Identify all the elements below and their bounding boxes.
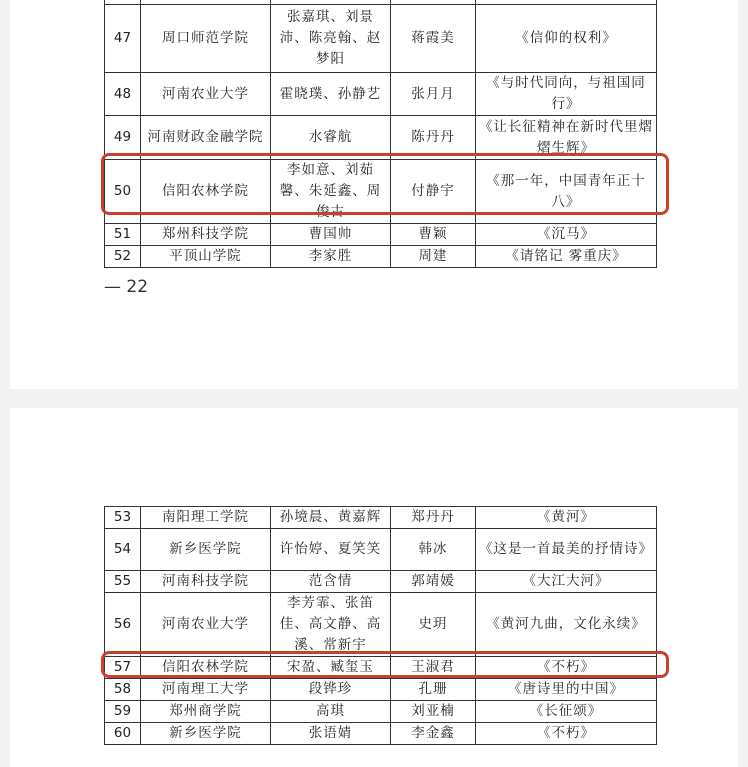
- teacher-cell: 张月月: [391, 73, 476, 116]
- work-cell: 《长征颂》: [476, 701, 657, 723]
- work-cell: 《不朽》: [476, 723, 657, 745]
- work-cell: 《那一年，中国青年正十八》: [476, 160, 657, 224]
- school-cell: 郑州科技学院: [141, 224, 271, 246]
- table-row: [105, 657, 657, 679]
- school-cell: 河南科技学院: [141, 571, 271, 593]
- authors-cell: 段铧珍: [271, 679, 391, 701]
- document-page-1: [10, 0, 738, 389]
- row-number: 56: [105, 593, 141, 657]
- authors-cell: 范含情: [271, 571, 391, 593]
- teacher-cell: 史玥: [391, 593, 476, 657]
- school-cell: 新乡医学院: [141, 529, 271, 571]
- teacher-cell: 陈丹丹: [391, 116, 476, 160]
- authors-cell: 水睿航: [271, 116, 391, 160]
- work-cell: 《请铭记 雾重庆》: [476, 246, 657, 268]
- authors-cell: 许怡婷、夏笑笑: [271, 529, 391, 571]
- work-cell: 《大江大河》: [476, 571, 657, 593]
- award-table-1: [104, 0, 657, 268]
- table-row: [105, 73, 657, 116]
- table-row: [105, 701, 657, 723]
- teacher-cell: 蒋霞美: [391, 5, 476, 73]
- teacher-cell: 曹颖: [391, 224, 476, 246]
- row-number: 47: [105, 5, 141, 73]
- row-number: 48: [105, 73, 141, 116]
- school-cell: 新乡医学院: [141, 723, 271, 745]
- authors-cell: 高琪: [271, 701, 391, 723]
- authors-cell: 霍晓璞、孙静艺: [271, 73, 391, 116]
- teacher-cell: 付静宇: [391, 160, 476, 224]
- work-cell: 《沉马》: [476, 224, 657, 246]
- school-cell: 郑州商学院: [141, 701, 271, 723]
- authors-cell: 宋盈、臧玺玉: [271, 657, 391, 679]
- school-cell: 河南农业大学: [141, 593, 271, 657]
- school-cell: 信阳农林学院: [141, 657, 271, 679]
- row-number: 57: [105, 657, 141, 679]
- authors-cell: 李家胜: [271, 246, 391, 268]
- table-row: [105, 723, 657, 745]
- row-number: 54: [105, 529, 141, 571]
- table-row: [105, 679, 657, 701]
- teacher-cell: 李金鑫: [391, 723, 476, 745]
- work-cell: 《与时代同向，与祖国同行》: [476, 73, 657, 116]
- table-row: [105, 571, 657, 593]
- school-cell: 平顶山学院: [141, 246, 271, 268]
- authors-cell: 曹国帅: [271, 224, 391, 246]
- row-number: 49: [105, 116, 141, 160]
- authors-cell: 李芳霏、张笛佳、高文静、高溪、常新宇: [271, 593, 391, 657]
- authors-cell: 张语婧: [271, 723, 391, 745]
- school-cell: 周口师范学院: [141, 5, 271, 73]
- work-cell: 《信仰的权利》: [476, 5, 657, 73]
- table-row: [105, 5, 657, 73]
- table-row: [105, 116, 657, 160]
- teacher-cell: 郭靖媛: [391, 571, 476, 593]
- work-cell: 《让长征精神在新时代里熠熠生辉》: [476, 116, 657, 160]
- school-cell: 河南财政金融学院: [141, 116, 271, 160]
- teacher-cell: 孔珊: [391, 679, 476, 701]
- teacher-cell: 韩冰: [391, 529, 476, 571]
- authors-cell: 张嘉琪、刘景沛、陈亮翰、赵梦阳: [271, 5, 391, 73]
- table-row: [105, 224, 657, 246]
- teacher-cell: 刘亚楠: [391, 701, 476, 723]
- teacher-cell: 周建: [391, 246, 476, 268]
- table-row: [105, 160, 657, 224]
- teacher-cell: 郑丹丹: [391, 507, 476, 529]
- row-number: 55: [105, 571, 141, 593]
- school-cell: 河南理工大学: [141, 679, 271, 701]
- row-number: 50: [105, 160, 141, 224]
- work-cell: 《唐诗里的中国》: [476, 679, 657, 701]
- page-number: — 22: [104, 277, 149, 297]
- document-page-2: [10, 408, 738, 767]
- authors-cell: 孙境晨、黄嘉辉: [271, 507, 391, 529]
- row-number: 51: [105, 224, 141, 246]
- school-cell: 信阳农林学院: [141, 160, 271, 224]
- row-number: 58: [105, 679, 141, 701]
- work-cell: 《这是一首最美的抒情诗》: [476, 529, 657, 571]
- row-number: 59: [105, 701, 141, 723]
- row-number: 52: [105, 246, 141, 268]
- work-cell: 《不朽》: [476, 657, 657, 679]
- authors-cell: 李如意、刘茹馨、朱延鑫、周俊古: [271, 160, 391, 224]
- teacher-cell: 王淑君: [391, 657, 476, 679]
- table-row: [105, 529, 657, 571]
- table-row: [105, 507, 657, 529]
- award-table-2: [104, 506, 657, 745]
- row-number: 60: [105, 723, 141, 745]
- school-cell: 河南农业大学: [141, 73, 271, 116]
- work-cell: 《黄河》: [476, 507, 657, 529]
- school-cell: 南阳理工学院: [141, 507, 271, 529]
- table-row: [105, 246, 657, 268]
- table-row: [105, 593, 657, 657]
- row-number: 53: [105, 507, 141, 529]
- work-cell: 《黄河九曲，文化永续》: [476, 593, 657, 657]
